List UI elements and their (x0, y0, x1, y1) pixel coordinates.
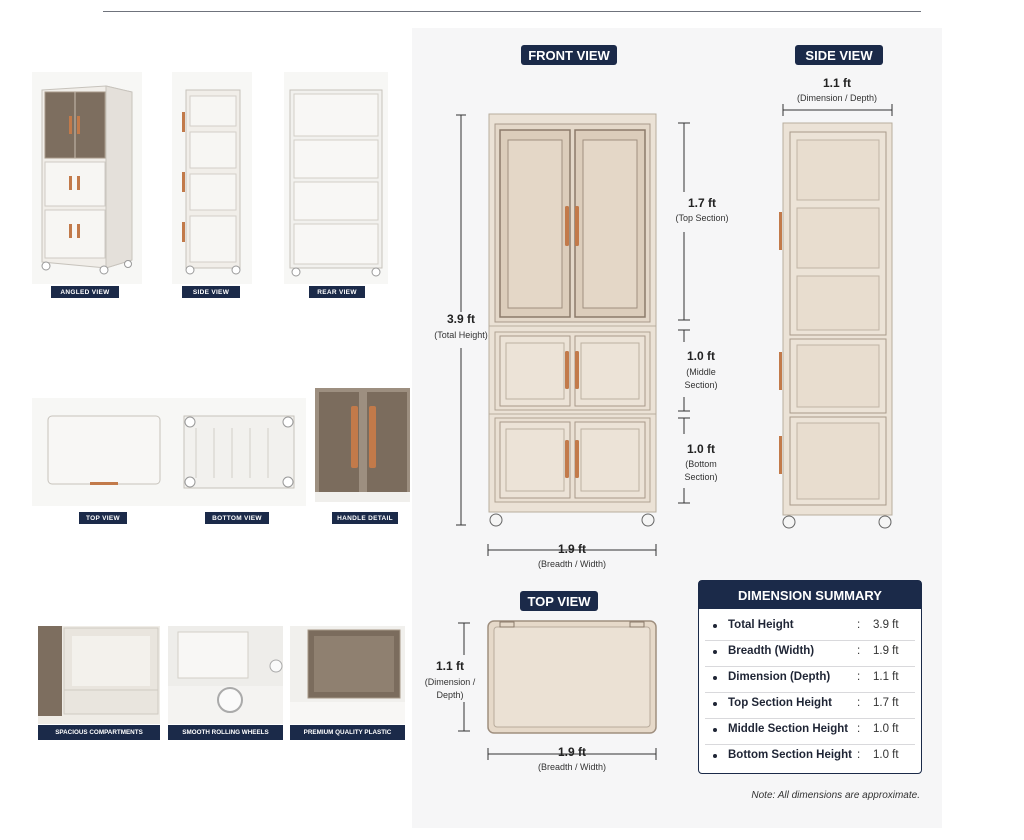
premium-quality-plastic-image (290, 626, 405, 724)
front-width-label: (Breadth / Width) (537, 559, 607, 569)
spacious-compartments-image (38, 626, 160, 724)
caption-bottom-view: BOTTOM VIEW (205, 512, 269, 524)
top-depth-label-1: (Dimension / (424, 677, 476, 687)
summary-row-label: Total Height (728, 619, 794, 631)
top-section-label: (Top Section) (675, 213, 729, 223)
summary-row-separator: : (857, 671, 861, 683)
summary-row-label: Dimension (Depth) (728, 671, 831, 683)
bullet-icon (713, 624, 717, 628)
summary-row-label: Top Section Height (728, 697, 832, 709)
approximate-note: Note: All dimensions are approximate. (751, 790, 920, 801)
bottom-section-value: 1.0 ft (686, 442, 715, 456)
summary-row-value: 1.0 ft (873, 723, 899, 735)
summary-row (699, 691, 921, 717)
bullet-icon (713, 728, 717, 732)
bottom-section-label-2: Section) (684, 472, 718, 482)
top-view-thumbnail-image (32, 398, 174, 506)
total-height-value: 3.9 ft (446, 312, 475, 326)
summary-row (699, 639, 921, 665)
caption-premium-quality-plastic: PREMIUM QUALITY PLASTIC (290, 725, 405, 740)
top-depth-value: 1.1 ft (435, 659, 464, 673)
summary-row-label: Breadth (Width) (728, 645, 815, 657)
summary-row-separator: : (857, 749, 861, 761)
summary-row (699, 665, 921, 691)
side-view-cabinet (779, 123, 892, 528)
front-view-cabinet (489, 114, 656, 526)
summary-row-value: 1.1 ft (873, 671, 899, 683)
summary-row (699, 717, 921, 743)
total-height-label: (Total Height) (434, 330, 488, 340)
bullet-icon (713, 650, 717, 654)
top-section-value: 1.7 ft (687, 196, 716, 210)
side-view-thumbnail-image (172, 72, 252, 284)
middle-section-label-1: (Middle (686, 367, 716, 377)
top-divider (103, 11, 921, 12)
middle-section-value: 1.0 ft (686, 349, 715, 363)
summary-row-label: Middle Section Height (728, 723, 849, 735)
summary-row-label: Bottom Section Height (728, 749, 852, 761)
caption-angled-view: ANGLED VIEW (51, 286, 119, 298)
caption-top-view: TOP VIEW (79, 512, 127, 524)
caption-handle-detail: HANDLE DETAIL (332, 512, 398, 524)
bottom-view-image (174, 398, 306, 506)
bottom-section-label-1: (Bottom (685, 459, 717, 469)
top-width-label: (Breadth / Width) (537, 762, 607, 772)
side-view-header: SIDE VIEW (795, 45, 883, 65)
dimension-summary-box (698, 580, 922, 774)
summary-row-value: 3.9 ft (873, 619, 899, 631)
summary-row (699, 743, 921, 769)
bullet-icon (713, 676, 717, 680)
top-depth-label-2: Depth) (436, 690, 464, 700)
summary-row (699, 613, 921, 639)
middle-section-label-2: Section) (684, 380, 718, 390)
caption-rear-view: REAR VIEW (309, 286, 365, 298)
smooth-rolling-wheels-image (168, 626, 283, 724)
summary-row-separator: : (857, 723, 861, 735)
summary-row-separator: : (857, 645, 861, 657)
side-depth-dimension-line (783, 104, 892, 116)
summary-row-separator: : (857, 697, 861, 709)
dimension-summary-title: DIMENSION SUMMARY (699, 581, 921, 609)
front-view-header: FRONT VIEW (521, 45, 617, 65)
handle-detail-image (315, 388, 410, 502)
caption-smooth-rolling-wheels: SMOOTH ROLLING WHEELS (168, 725, 283, 740)
caption-side-view: SIDE VIEW (182, 286, 240, 298)
bullet-icon (713, 754, 717, 758)
summary-row-separator: : (857, 619, 861, 631)
side-depth-label: (Dimension / Depth) (796, 93, 878, 103)
rear-view-image (284, 72, 388, 284)
top-width-value: 1.9 ft (557, 745, 586, 759)
top-view-cabinet (488, 621, 656, 733)
summary-row-value: 1.9 ft (873, 645, 899, 657)
summary-row-value: 1.7 ft (873, 697, 899, 709)
summary-row-value: 1.0 ft (873, 749, 899, 761)
front-width-value: 1.9 ft (557, 542, 586, 556)
angled-view-image (32, 72, 142, 284)
caption-spacious-compartments: SPACIOUS COMPARTMENTS (38, 725, 160, 740)
bullet-icon (713, 702, 717, 706)
top-view-header: TOP VIEW (520, 591, 598, 611)
side-depth-value: 1.1 ft (822, 76, 851, 90)
